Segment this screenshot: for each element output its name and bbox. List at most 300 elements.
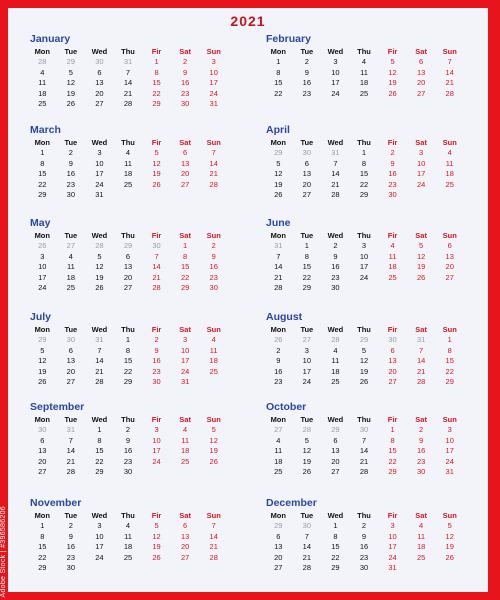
day-cell: 3 xyxy=(333,57,338,66)
day-cell: 26 xyxy=(95,283,104,292)
day-cell: 30 xyxy=(38,425,47,434)
day-cell: 4 xyxy=(40,67,45,77)
week-row xyxy=(28,68,228,79)
year-title: 2021 xyxy=(230,13,266,29)
day-cell: 30 xyxy=(302,521,312,530)
weekday-label: Thu xyxy=(121,511,135,520)
day-cell: 8 xyxy=(40,531,45,541)
month-name: August xyxy=(266,311,303,323)
day-cell: 20 xyxy=(388,366,397,376)
day-cell xyxy=(350,283,379,294)
weekday-label: Sun xyxy=(206,231,221,240)
weekday-label: Fir xyxy=(387,325,398,334)
week-row xyxy=(28,273,228,284)
day-cell: 16 xyxy=(274,366,283,376)
day-cell: 20 xyxy=(123,272,133,282)
day-cell: 9 xyxy=(183,67,188,77)
day-cell: 18 xyxy=(66,272,76,282)
day-cell: 5 xyxy=(40,345,45,355)
day-cell: 14 xyxy=(123,78,133,87)
month-june xyxy=(264,216,464,294)
day-cell: 15 xyxy=(359,169,369,178)
day-cell: 6 xyxy=(97,67,102,77)
week-row xyxy=(264,563,464,574)
day-cell: 11 xyxy=(360,67,368,77)
day-cell: 21 xyxy=(331,179,340,189)
day-cell: 26 xyxy=(152,552,161,562)
day-cell: 4 xyxy=(333,345,338,355)
day-cell: 14 xyxy=(209,531,218,541)
day-cell: 30 xyxy=(331,283,340,292)
day-cell: 30 xyxy=(95,57,104,66)
day-cell: 25 xyxy=(38,99,47,108)
month-name: October xyxy=(266,401,307,413)
day-cell: 22 xyxy=(331,552,340,562)
day-cell: 29 xyxy=(302,283,312,292)
day-cell: 17 xyxy=(152,446,161,455)
day-cell: 5 xyxy=(447,521,452,530)
day-cell: 18 xyxy=(38,88,47,98)
week-row xyxy=(264,262,464,273)
week-row xyxy=(264,467,464,478)
weekday-label: Mon xyxy=(270,415,286,424)
day-cell xyxy=(199,563,228,574)
day-cell: 26 xyxy=(209,456,218,466)
day-cell: 28 xyxy=(38,57,47,66)
day-cell xyxy=(171,190,200,201)
weekday-label: Tue xyxy=(64,231,78,240)
day-cell: 13 xyxy=(38,446,47,455)
day-cell: 30 xyxy=(416,467,426,476)
day-cell: 16 xyxy=(302,78,312,87)
day-cell: 3 xyxy=(361,241,367,250)
day-cell: 28 xyxy=(95,377,104,386)
day-cell: 13 xyxy=(416,67,426,77)
day-cell: 29 xyxy=(445,377,454,386)
month-march xyxy=(28,123,228,201)
day-cell: 11 xyxy=(124,531,132,541)
weekday-label: Fir xyxy=(151,138,162,147)
weekday-header xyxy=(28,324,228,335)
day-cell: 26 xyxy=(416,272,426,282)
day-cell: 30 xyxy=(66,335,76,344)
week-row xyxy=(28,262,228,273)
day-cell: 18 xyxy=(123,542,133,551)
day-cell: 19 xyxy=(445,542,454,551)
day-cell: 1 xyxy=(390,425,395,434)
day-cell: 16 xyxy=(209,262,218,271)
weekday-label: Thu xyxy=(121,231,135,240)
day-cell: 8 xyxy=(125,345,131,355)
day-cell: 7 xyxy=(68,435,73,445)
day-cell: 15 xyxy=(445,356,454,365)
weekday-label: Wed xyxy=(91,47,108,56)
day-cell: 16 xyxy=(388,169,397,178)
day-cell: 29 xyxy=(123,241,133,250)
day-cell: 2 xyxy=(419,425,424,434)
weekday-label: Sat xyxy=(415,47,427,56)
day-cell: 10 xyxy=(445,435,454,445)
month-name: May xyxy=(30,217,51,229)
day-cell: 16 xyxy=(180,78,190,87)
day-cell: 27 xyxy=(388,377,397,386)
week-row xyxy=(28,542,228,553)
weekday-label: Fir xyxy=(151,325,162,334)
day-cell: 1 xyxy=(40,148,45,157)
day-cell: 21 xyxy=(445,78,454,87)
day-cell: 18 xyxy=(445,169,454,178)
weekday-header xyxy=(264,137,464,148)
day-cell xyxy=(142,467,171,478)
day-cell: 19 xyxy=(152,542,161,551)
day-cell: 3 xyxy=(211,57,216,66)
day-cell: 2 xyxy=(68,148,73,157)
weekday-label: Sun xyxy=(206,47,221,56)
day-cell: 15 xyxy=(152,78,161,87)
day-cell: 4 xyxy=(361,57,367,66)
weekday-label: Fir xyxy=(387,47,398,56)
day-cell: 24 xyxy=(95,552,104,562)
weekday-label: Wed xyxy=(327,415,344,424)
day-cell: 27 xyxy=(66,377,76,386)
day-cell: 8 xyxy=(97,435,102,445)
day-cell: 20 xyxy=(302,179,312,189)
day-cell: 24 xyxy=(209,88,218,98)
day-cell: 29 xyxy=(38,190,47,199)
day-cell: 10 xyxy=(95,531,104,541)
weekday-header xyxy=(264,230,464,241)
day-cell: 29 xyxy=(274,148,283,157)
day-cell: 9 xyxy=(211,251,216,261)
day-cell: 7 xyxy=(333,158,338,168)
day-cell: 31 xyxy=(445,467,454,476)
day-cell: 10 xyxy=(388,531,397,541)
week-row xyxy=(264,446,464,457)
day-cell: 9 xyxy=(419,435,424,445)
day-cell: 24 xyxy=(302,377,312,386)
day-cell: 18 xyxy=(274,456,283,466)
day-cell: 4 xyxy=(211,335,216,344)
day-cell: 18 xyxy=(209,356,218,365)
day-cell: 22 xyxy=(388,456,397,466)
day-cell: 29 xyxy=(95,467,104,476)
weekday-label: Fir xyxy=(387,138,398,147)
weekday-label: Sat xyxy=(415,415,427,424)
month-december xyxy=(264,496,464,574)
week-row xyxy=(28,252,228,263)
day-cell: 25 xyxy=(331,377,340,386)
day-cell: 13 xyxy=(331,446,340,455)
day-cell xyxy=(407,190,436,201)
day-cell: 24 xyxy=(331,88,340,98)
day-cell: 2 xyxy=(154,335,159,344)
day-cell: 20 xyxy=(38,456,47,466)
day-cell: 26 xyxy=(38,377,47,386)
day-cell: 6 xyxy=(390,345,395,355)
day-cell xyxy=(378,283,407,294)
week-row xyxy=(28,532,228,543)
day-cell: 5 xyxy=(211,425,216,434)
day-cell: 23 xyxy=(209,272,218,282)
week-row xyxy=(28,169,228,180)
day-cell: 31 xyxy=(274,241,283,250)
day-cell: 31 xyxy=(331,148,340,157)
week-row xyxy=(264,273,464,284)
day-cell: 19 xyxy=(359,366,369,376)
week-row xyxy=(28,99,228,110)
day-cell: 1 xyxy=(361,148,367,157)
day-cell: 12 xyxy=(445,531,454,541)
day-cell: 17 xyxy=(416,169,426,178)
day-cell: 6 xyxy=(183,521,188,530)
day-cell: 21 xyxy=(209,169,218,178)
week-row xyxy=(28,57,228,68)
day-cell: 14 xyxy=(66,446,76,455)
day-cell: 21 xyxy=(359,456,369,466)
day-cell: 13 xyxy=(445,251,454,261)
day-cell: 12 xyxy=(302,446,312,455)
weekday-label: Sat xyxy=(179,325,191,334)
day-cell: 8 xyxy=(361,158,367,168)
week-row xyxy=(28,159,228,170)
weekday-label: Fir xyxy=(151,231,162,240)
week-row xyxy=(28,78,228,89)
weekday-label: Tue xyxy=(300,325,314,334)
day-cell: 11 xyxy=(181,435,190,445)
week-row xyxy=(264,532,464,543)
day-cell: 23 xyxy=(359,552,369,562)
day-cell: 22 xyxy=(180,272,190,282)
day-cell: 10 xyxy=(152,435,161,445)
month-february xyxy=(264,32,464,99)
weekday-label: Fir xyxy=(387,511,398,520)
day-cell: 28 xyxy=(95,241,104,250)
day-cell: 10 xyxy=(180,345,190,355)
day-cell: 11 xyxy=(331,356,340,365)
day-cell: 13 xyxy=(180,158,190,168)
day-cell: 23 xyxy=(152,366,161,376)
week-row xyxy=(264,148,464,159)
day-cell: 23 xyxy=(388,179,397,189)
day-cell: 14 xyxy=(331,169,340,178)
day-cell: 9 xyxy=(390,158,395,168)
month-name: February xyxy=(266,33,311,45)
week-row xyxy=(28,335,228,346)
weekday-label: Mon xyxy=(270,138,286,147)
day-cell: 19 xyxy=(274,179,283,189)
day-cell: 10 xyxy=(416,158,426,168)
day-cell: 8 xyxy=(333,531,338,541)
day-cell: 21 xyxy=(123,88,133,98)
week-row xyxy=(28,356,228,367)
day-cell: 7 xyxy=(447,57,452,66)
day-cell: 29 xyxy=(359,190,369,199)
day-cell: 6 xyxy=(276,531,281,541)
day-cell: 24 xyxy=(95,179,104,189)
day-cell: 21 xyxy=(152,272,161,282)
day-cell: 1 xyxy=(154,57,159,66)
day-cell: 11 xyxy=(124,158,132,168)
day-cell: 23 xyxy=(123,456,133,466)
day-cell: 6 xyxy=(447,241,452,250)
month-october xyxy=(264,400,464,478)
day-cell: 28 xyxy=(209,552,218,562)
day-cell: 31 xyxy=(95,335,104,344)
weekday-label: Mon xyxy=(270,47,286,56)
day-cell: 21 xyxy=(66,456,76,466)
day-cell: 12 xyxy=(388,67,397,77)
day-cell: 30 xyxy=(302,148,312,157)
week-row xyxy=(28,425,228,436)
day-cell: 28 xyxy=(445,88,454,98)
weekday-label: Sat xyxy=(415,325,427,334)
day-cell: 21 xyxy=(209,542,218,551)
weekday-label: Tue xyxy=(64,511,78,520)
day-cell: 26 xyxy=(274,190,283,199)
week-row xyxy=(28,467,228,478)
day-cell: 15 xyxy=(38,542,47,551)
day-cell: 28 xyxy=(331,190,340,199)
weekday-label: Fir xyxy=(151,415,162,424)
day-cell: 27 xyxy=(38,467,47,476)
day-cell: 22 xyxy=(38,552,47,562)
weekday-label: Tue xyxy=(300,47,314,56)
day-cell: 14 xyxy=(416,356,426,365)
day-cell: 17 xyxy=(388,542,397,551)
weekday-header xyxy=(28,46,228,57)
day-cell: 14 xyxy=(445,67,454,77)
day-cell: 9 xyxy=(276,356,281,365)
weekday-label: Thu xyxy=(121,138,135,147)
week-row xyxy=(264,377,464,388)
day-cell: 28 xyxy=(66,467,76,476)
weekday-label: Tue xyxy=(300,511,314,520)
day-cell: 11 xyxy=(209,345,218,355)
week-row xyxy=(264,335,464,346)
day-cell: 20 xyxy=(95,88,104,98)
day-cell: 2 xyxy=(211,241,216,250)
day-cell: 3 xyxy=(40,251,45,261)
day-cell: 5 xyxy=(361,345,367,355)
day-cell: 12 xyxy=(152,531,161,541)
day-cell: 15 xyxy=(38,169,47,178)
week-row xyxy=(28,436,228,447)
day-cell: 5 xyxy=(390,57,395,66)
day-cell: 16 xyxy=(416,446,426,455)
day-cell xyxy=(435,563,464,574)
day-cell: 16 xyxy=(123,446,133,455)
day-cell: 3 xyxy=(304,345,309,355)
day-cell: 5 xyxy=(97,251,102,261)
day-cell: 17 xyxy=(445,446,454,455)
day-cell: 9 xyxy=(154,345,159,355)
day-cell: 4 xyxy=(276,435,281,445)
weekday-label: Wed xyxy=(91,231,108,240)
day-cell: 30 xyxy=(359,425,369,434)
day-cell: 21 xyxy=(274,272,283,282)
day-cell: 11 xyxy=(445,158,454,168)
day-cell: 17 xyxy=(359,262,369,271)
weekday-label: Mon xyxy=(270,325,286,334)
weekday-label: Thu xyxy=(357,231,371,240)
day-cell: 18 xyxy=(388,262,397,271)
month-july xyxy=(28,310,228,388)
day-cell: 5 xyxy=(154,148,159,157)
week-row xyxy=(264,457,464,468)
month-name: July xyxy=(30,311,52,323)
weekday-header xyxy=(264,324,464,335)
day-cell: 12 xyxy=(274,169,283,178)
day-cell: 25 xyxy=(445,179,454,189)
day-cell: 9 xyxy=(304,67,309,77)
day-cell: 25 xyxy=(123,552,133,562)
month-august xyxy=(264,310,464,388)
day-cell: 17 xyxy=(209,78,218,87)
weekday-label: Thu xyxy=(357,511,371,520)
week-row xyxy=(28,446,228,457)
month-may xyxy=(28,216,228,294)
week-row xyxy=(28,241,228,252)
day-cell: 21 xyxy=(95,366,104,376)
week-row xyxy=(264,367,464,378)
week-row xyxy=(264,553,464,564)
day-cell: 31 xyxy=(416,335,426,344)
weekday-header xyxy=(28,137,228,148)
weekday-header xyxy=(28,414,228,425)
day-cell xyxy=(199,377,228,388)
day-cell: 26 xyxy=(445,552,454,562)
day-cell: 2 xyxy=(390,148,395,157)
week-row xyxy=(28,190,228,201)
day-cell: 1 xyxy=(333,521,338,530)
weekday-label: Mon xyxy=(34,231,50,240)
day-cell: 28 xyxy=(416,377,426,386)
day-cell: 29 xyxy=(331,425,340,434)
day-cell: 9 xyxy=(125,435,131,445)
day-cell: 6 xyxy=(304,158,309,168)
day-cell: 3 xyxy=(419,148,424,157)
day-cell: 4 xyxy=(419,521,424,530)
week-row xyxy=(264,425,464,436)
day-cell: 18 xyxy=(359,78,369,87)
day-cell: 17 xyxy=(95,169,104,178)
weekday-label: Wed xyxy=(91,511,108,520)
day-cell: 23 xyxy=(302,88,312,98)
day-cell: 14 xyxy=(302,542,312,551)
day-cell: 15 xyxy=(180,262,190,271)
week-row xyxy=(28,148,228,159)
month-name: December xyxy=(266,497,317,509)
weekday-header xyxy=(264,414,464,425)
day-cell: 8 xyxy=(183,251,188,261)
day-cell: 22 xyxy=(123,366,133,376)
day-cell: 26 xyxy=(38,241,47,250)
day-cell: 13 xyxy=(274,542,283,551)
day-cell: 30 xyxy=(388,335,397,344)
day-cell: 17 xyxy=(180,356,190,365)
day-cell: 14 xyxy=(95,356,104,365)
week-row xyxy=(28,283,228,294)
day-cell: 10 xyxy=(209,67,218,77)
week-row xyxy=(264,169,464,180)
day-cell: 18 xyxy=(180,446,190,455)
week-row xyxy=(264,346,464,357)
day-cell: 14 xyxy=(359,446,369,455)
weekday-label: Wed xyxy=(327,47,344,56)
day-cell: 19 xyxy=(209,446,218,455)
week-row xyxy=(264,356,464,367)
day-cell: 23 xyxy=(274,377,283,386)
